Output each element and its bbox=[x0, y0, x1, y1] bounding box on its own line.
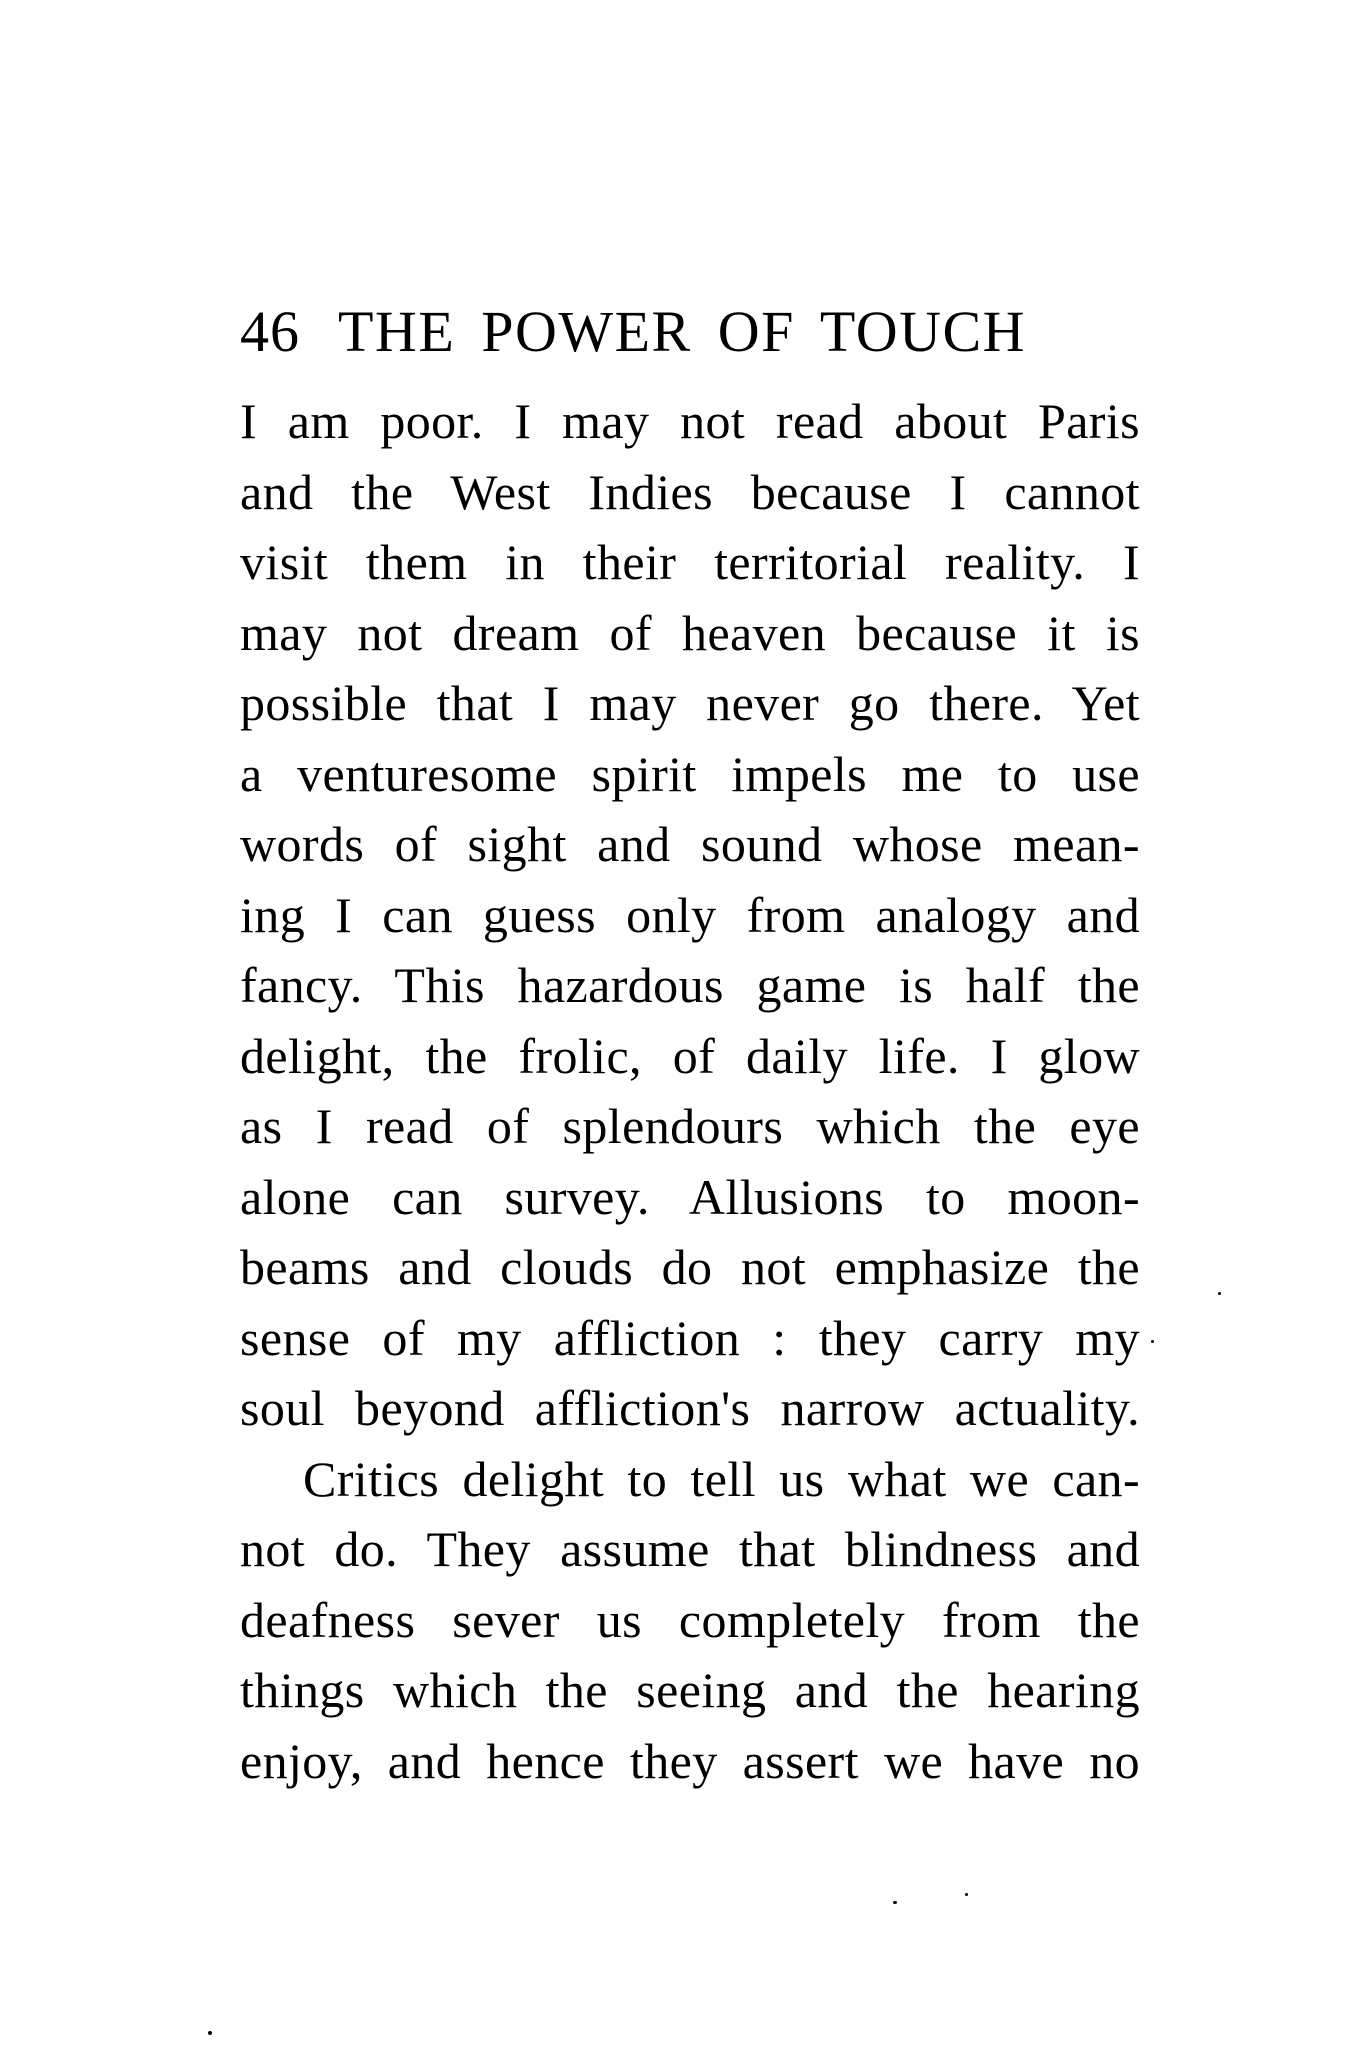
scan-speck bbox=[208, 2031, 212, 2035]
page-number: 46 bbox=[240, 299, 300, 364]
text-line: enjoy, and hence they assert we have no bbox=[240, 1732, 1140, 1789]
scan-speck bbox=[1218, 1292, 1221, 1295]
text-line: I am poor. I may not read about Paris bbox=[240, 393, 1140, 449]
scan-speck bbox=[1151, 1340, 1154, 1343]
text-line: beams and clouds do not emphasize the bbox=[240, 1239, 1140, 1295]
text-line: may not dream of heaven because it is bbox=[240, 604, 1140, 661]
text-line: as I read of splendours which the eye bbox=[240, 1098, 1140, 1154]
text-line-paragraph-start: Critics delight to tell us what we can- bbox=[303, 1450, 1140, 1507]
text-line: a venturesome spirit impels me to use bbox=[240, 745, 1140, 802]
text-line: ing I can guess only from analogy and bbox=[240, 886, 1140, 943]
text-line: things which the seeing and the hearing bbox=[240, 1662, 1140, 1718]
text-line: delight, the frolic, of daily life. I glow bbox=[240, 1027, 1140, 1084]
scan-speck bbox=[893, 1901, 897, 1904]
text-line: fancy. This hazardous game is half the bbox=[240, 957, 1140, 1013]
text-line: possible that I may never go there. Yet bbox=[240, 675, 1140, 731]
scan-speck bbox=[965, 1893, 968, 1896]
text-line: alone can survey. Allusions to moon- bbox=[240, 1168, 1140, 1225]
text-line: not do. They assume that blindness and bbox=[240, 1521, 1140, 1577]
text-line: and the West Indies because I cannot bbox=[240, 463, 1140, 520]
text-line: sense of my affliction : they carry my bbox=[240, 1309, 1140, 1366]
text-line: visit them in their territorial reality. I bbox=[240, 534, 1140, 590]
running-title: THE POWER OF TOUCH bbox=[338, 299, 1027, 364]
text-line: words of sight and sound whose mean- bbox=[240, 816, 1140, 872]
text-line: deafness sever us completely from the bbox=[240, 1591, 1140, 1648]
body-text-block bbox=[240, 386, 1140, 1796]
text-line: soul beyond affliction's narrow actuality. bbox=[240, 1380, 1140, 1436]
running-header bbox=[240, 299, 1140, 364]
